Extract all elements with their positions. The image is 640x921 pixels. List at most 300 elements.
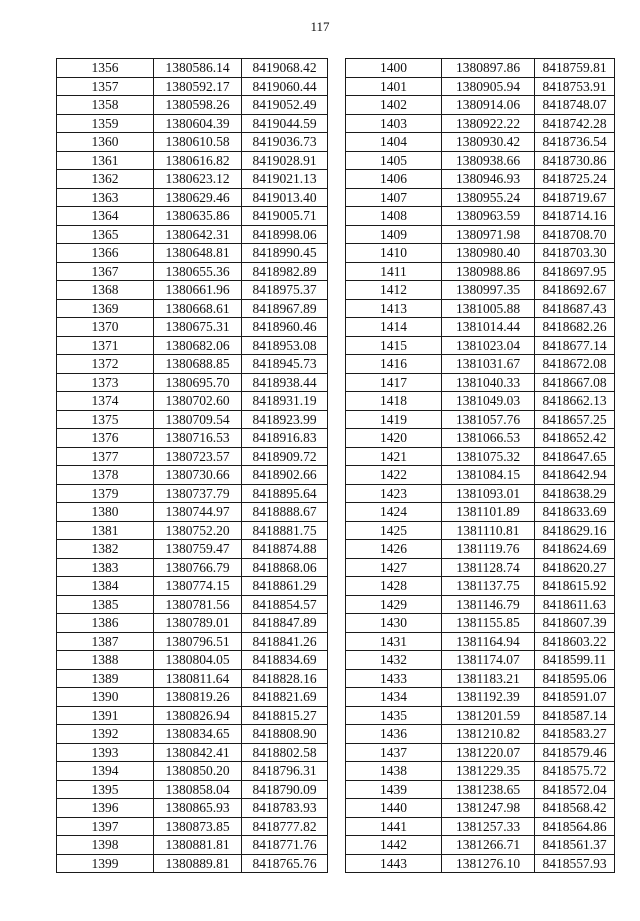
point-number-cell: 1391 bbox=[57, 706, 154, 725]
y-coordinate-cell: 8418868.06 bbox=[242, 558, 328, 577]
table-row bbox=[346, 207, 615, 226]
y-coordinate-cell: 8418624.69 bbox=[535, 540, 615, 559]
table-row bbox=[346, 410, 615, 429]
table-row bbox=[57, 669, 328, 688]
y-coordinate-cell: 8418667.08 bbox=[535, 373, 615, 392]
point-number-cell: 1412 bbox=[346, 281, 442, 300]
point-number-cell: 1428 bbox=[346, 577, 442, 596]
y-coordinate-cell: 8418938.44 bbox=[242, 373, 328, 392]
x-coordinate-cell: 1380702.60 bbox=[154, 392, 242, 411]
y-coordinate-cell: 8418736.54 bbox=[535, 133, 615, 152]
table-row bbox=[346, 614, 615, 633]
point-number-cell: 1390 bbox=[57, 688, 154, 707]
table-row bbox=[57, 336, 328, 355]
y-coordinate-cell: 8418759.81 bbox=[535, 59, 615, 78]
table-row bbox=[346, 151, 615, 170]
y-coordinate-cell: 8418599.11 bbox=[535, 651, 615, 670]
table-row bbox=[346, 484, 615, 503]
y-coordinate-cell: 8418945.73 bbox=[242, 355, 328, 374]
table-row bbox=[346, 651, 615, 670]
point-number-cell: 1429 bbox=[346, 595, 442, 614]
y-coordinate-cell: 8418633.69 bbox=[535, 503, 615, 522]
y-coordinate-cell: 8418802.58 bbox=[242, 743, 328, 762]
point-number-cell: 1396 bbox=[57, 799, 154, 818]
x-coordinate-cell: 1380774.15 bbox=[154, 577, 242, 596]
point-number-cell: 1403 bbox=[346, 114, 442, 133]
table-row bbox=[57, 484, 328, 503]
point-number-cell: 1417 bbox=[346, 373, 442, 392]
y-coordinate-cell: 8418783.93 bbox=[242, 799, 328, 818]
y-coordinate-cell: 8419052.49 bbox=[242, 96, 328, 115]
x-coordinate-cell: 1381005.88 bbox=[442, 299, 535, 318]
table-row bbox=[346, 762, 615, 781]
x-coordinate-cell: 1380616.82 bbox=[154, 151, 242, 170]
y-coordinate-cell: 8418703.30 bbox=[535, 244, 615, 263]
y-coordinate-cell: 8418677.14 bbox=[535, 336, 615, 355]
x-coordinate-cell: 1381023.04 bbox=[442, 336, 535, 355]
x-coordinate-cell: 1380661.96 bbox=[154, 281, 242, 300]
x-coordinate-cell: 1380842.41 bbox=[154, 743, 242, 762]
point-number-cell: 1440 bbox=[346, 799, 442, 818]
table-row bbox=[346, 170, 615, 189]
x-coordinate-cell: 1380716.53 bbox=[154, 429, 242, 448]
table-row bbox=[346, 77, 615, 96]
point-number-cell: 1366 bbox=[57, 244, 154, 263]
y-coordinate-cell: 8418960.46 bbox=[242, 318, 328, 337]
point-number-cell: 1373 bbox=[57, 373, 154, 392]
point-number-cell: 1401 bbox=[346, 77, 442, 96]
x-coordinate-cell: 1380930.42 bbox=[442, 133, 535, 152]
table-row bbox=[346, 262, 615, 281]
x-coordinate-cell: 1380881.81 bbox=[154, 836, 242, 855]
table-row bbox=[57, 151, 328, 170]
x-coordinate-cell: 1380922.22 bbox=[442, 114, 535, 133]
x-coordinate-cell: 1380709.54 bbox=[154, 410, 242, 429]
point-number-cell: 1410 bbox=[346, 244, 442, 263]
point-number-cell: 1398 bbox=[57, 836, 154, 855]
x-coordinate-cell: 1381155.85 bbox=[442, 614, 535, 633]
x-coordinate-cell: 1381266.71 bbox=[442, 836, 535, 855]
x-coordinate-cell: 1380759.47 bbox=[154, 540, 242, 559]
y-coordinate-cell: 8418672.08 bbox=[535, 355, 615, 374]
table-row bbox=[57, 299, 328, 318]
table-row bbox=[57, 59, 328, 78]
point-number-cell: 1356 bbox=[57, 59, 154, 78]
table-row bbox=[57, 706, 328, 725]
point-number-cell: 1382 bbox=[57, 540, 154, 559]
x-coordinate-cell: 1380826.94 bbox=[154, 706, 242, 725]
x-coordinate-cell: 1381192.39 bbox=[442, 688, 535, 707]
y-coordinate-cell: 8418682.26 bbox=[535, 318, 615, 337]
table-row bbox=[57, 817, 328, 836]
y-coordinate-cell: 8418982.89 bbox=[242, 262, 328, 281]
x-coordinate-cell: 1381031.67 bbox=[442, 355, 535, 374]
table-row bbox=[57, 318, 328, 337]
point-number-cell: 1380 bbox=[57, 503, 154, 522]
y-coordinate-cell: 8418808.90 bbox=[242, 725, 328, 744]
table-row bbox=[346, 225, 615, 244]
coordinates-table-left bbox=[56, 58, 328, 873]
x-coordinate-cell: 1380834.65 bbox=[154, 725, 242, 744]
y-coordinate-cell: 8419013.40 bbox=[242, 188, 328, 207]
point-number-cell: 1397 bbox=[57, 817, 154, 836]
table-row bbox=[346, 780, 615, 799]
x-coordinate-cell: 1381128.74 bbox=[442, 558, 535, 577]
point-number-cell: 1420 bbox=[346, 429, 442, 448]
table-row bbox=[346, 299, 615, 318]
x-coordinate-cell: 1381238.65 bbox=[442, 780, 535, 799]
point-number-cell: 1413 bbox=[346, 299, 442, 318]
point-number-cell: 1363 bbox=[57, 188, 154, 207]
x-coordinate-cell: 1381220.07 bbox=[442, 743, 535, 762]
point-number-cell: 1364 bbox=[57, 207, 154, 226]
y-coordinate-cell: 8418591.07 bbox=[535, 688, 615, 707]
x-coordinate-cell: 1381257.33 bbox=[442, 817, 535, 836]
point-number-cell: 1405 bbox=[346, 151, 442, 170]
y-coordinate-cell: 8419060.44 bbox=[242, 77, 328, 96]
x-coordinate-cell: 1380850.20 bbox=[154, 762, 242, 781]
table-row bbox=[57, 447, 328, 466]
x-coordinate-cell: 1381210.82 bbox=[442, 725, 535, 744]
y-coordinate-cell: 8418909.72 bbox=[242, 447, 328, 466]
x-coordinate-cell: 1380642.31 bbox=[154, 225, 242, 244]
point-number-cell: 1384 bbox=[57, 577, 154, 596]
y-coordinate-cell: 8418719.67 bbox=[535, 188, 615, 207]
y-coordinate-cell: 8418895.64 bbox=[242, 484, 328, 503]
x-coordinate-cell: 1380804.05 bbox=[154, 651, 242, 670]
point-number-cell: 1427 bbox=[346, 558, 442, 577]
table-row bbox=[57, 540, 328, 559]
point-number-cell: 1369 bbox=[57, 299, 154, 318]
point-number-cell: 1421 bbox=[346, 447, 442, 466]
table-row bbox=[346, 725, 615, 744]
table-row bbox=[57, 133, 328, 152]
point-number-cell: 1439 bbox=[346, 780, 442, 799]
table-row bbox=[346, 799, 615, 818]
x-coordinate-cell: 1380598.26 bbox=[154, 96, 242, 115]
x-coordinate-cell: 1380988.86 bbox=[442, 262, 535, 281]
y-coordinate-cell: 8418861.29 bbox=[242, 577, 328, 596]
table-row bbox=[57, 281, 328, 300]
table-row bbox=[346, 669, 615, 688]
x-coordinate-cell: 1381201.59 bbox=[442, 706, 535, 725]
y-coordinate-cell: 8418753.91 bbox=[535, 77, 615, 96]
y-coordinate-cell: 8418881.75 bbox=[242, 521, 328, 540]
x-coordinate-cell: 1380766.79 bbox=[154, 558, 242, 577]
table-row bbox=[346, 96, 615, 115]
table-row bbox=[346, 577, 615, 596]
x-coordinate-cell: 1381049.03 bbox=[442, 392, 535, 411]
point-number-cell: 1431 bbox=[346, 632, 442, 651]
x-coordinate-cell: 1380604.39 bbox=[154, 114, 242, 133]
point-number-cell: 1402 bbox=[346, 96, 442, 115]
table-row bbox=[57, 558, 328, 577]
table-row bbox=[346, 466, 615, 485]
y-coordinate-cell: 8418652.42 bbox=[535, 429, 615, 448]
point-number-cell: 1383 bbox=[57, 558, 154, 577]
y-coordinate-cell: 8418777.82 bbox=[242, 817, 328, 836]
point-number-cell: 1423 bbox=[346, 484, 442, 503]
point-number-cell: 1430 bbox=[346, 614, 442, 633]
table-row bbox=[346, 540, 615, 559]
y-coordinate-cell: 8418579.46 bbox=[535, 743, 615, 762]
point-number-cell: 1374 bbox=[57, 392, 154, 411]
y-coordinate-cell: 8418647.65 bbox=[535, 447, 615, 466]
point-number-cell: 1370 bbox=[57, 318, 154, 337]
y-coordinate-cell: 8418975.37 bbox=[242, 281, 328, 300]
y-coordinate-cell: 8418572.04 bbox=[535, 780, 615, 799]
x-coordinate-cell: 1380819.26 bbox=[154, 688, 242, 707]
y-coordinate-cell: 8418692.67 bbox=[535, 281, 615, 300]
x-coordinate-cell: 1380858.04 bbox=[154, 780, 242, 799]
x-coordinate-cell: 1381174.07 bbox=[442, 651, 535, 670]
x-coordinate-cell: 1380938.66 bbox=[442, 151, 535, 170]
y-coordinate-cell: 8419021.13 bbox=[242, 170, 328, 189]
y-coordinate-cell: 8418902.66 bbox=[242, 466, 328, 485]
y-coordinate-cell: 8418815.27 bbox=[242, 706, 328, 725]
x-coordinate-cell: 1380955.24 bbox=[442, 188, 535, 207]
table-row bbox=[57, 577, 328, 596]
table-row bbox=[57, 836, 328, 855]
y-coordinate-cell: 8418998.06 bbox=[242, 225, 328, 244]
table-row bbox=[346, 836, 615, 855]
table-row bbox=[57, 725, 328, 744]
point-number-cell: 1425 bbox=[346, 521, 442, 540]
table-row bbox=[57, 225, 328, 244]
x-coordinate-cell: 1380737.79 bbox=[154, 484, 242, 503]
y-coordinate-cell: 8418847.89 bbox=[242, 614, 328, 633]
point-number-cell: 1379 bbox=[57, 484, 154, 503]
y-coordinate-cell: 8418687.43 bbox=[535, 299, 615, 318]
point-number-cell: 1426 bbox=[346, 540, 442, 559]
x-coordinate-cell: 1381137.75 bbox=[442, 577, 535, 596]
table-row bbox=[346, 595, 615, 614]
x-coordinate-cell: 1380873.85 bbox=[154, 817, 242, 836]
table-row bbox=[346, 133, 615, 152]
table-row bbox=[57, 651, 328, 670]
y-coordinate-cell: 8418708.70 bbox=[535, 225, 615, 244]
table-row bbox=[57, 799, 328, 818]
y-coordinate-cell: 8418790.09 bbox=[242, 780, 328, 799]
point-number-cell: 1375 bbox=[57, 410, 154, 429]
table-row bbox=[57, 355, 328, 374]
point-number-cell: 1434 bbox=[346, 688, 442, 707]
x-coordinate-cell: 1380744.97 bbox=[154, 503, 242, 522]
table-row bbox=[57, 77, 328, 96]
point-number-cell: 1437 bbox=[346, 743, 442, 762]
table-row bbox=[346, 59, 615, 78]
table-row bbox=[346, 817, 615, 836]
y-coordinate-cell: 8418916.83 bbox=[242, 429, 328, 448]
x-coordinate-cell: 1380971.98 bbox=[442, 225, 535, 244]
x-coordinate-cell: 1380695.70 bbox=[154, 373, 242, 392]
x-coordinate-cell: 1380897.86 bbox=[442, 59, 535, 78]
y-coordinate-cell: 8418953.08 bbox=[242, 336, 328, 355]
x-coordinate-cell: 1381229.35 bbox=[442, 762, 535, 781]
table-row bbox=[57, 373, 328, 392]
point-number-cell: 1433 bbox=[346, 669, 442, 688]
point-number-cell: 1407 bbox=[346, 188, 442, 207]
point-number-cell: 1357 bbox=[57, 77, 154, 96]
y-coordinate-cell: 8418629.16 bbox=[535, 521, 615, 540]
point-number-cell: 1432 bbox=[346, 651, 442, 670]
y-coordinate-cell: 8418564.86 bbox=[535, 817, 615, 836]
y-coordinate-cell: 8418611.63 bbox=[535, 595, 615, 614]
table-row bbox=[346, 558, 615, 577]
point-number-cell: 1359 bbox=[57, 114, 154, 133]
y-coordinate-cell: 8418615.92 bbox=[535, 577, 615, 596]
y-coordinate-cell: 8418603.22 bbox=[535, 632, 615, 651]
point-number-cell: 1443 bbox=[346, 854, 442, 873]
table-row bbox=[346, 281, 615, 300]
table-row bbox=[57, 188, 328, 207]
point-number-cell: 1378 bbox=[57, 466, 154, 485]
x-coordinate-cell: 1380963.59 bbox=[442, 207, 535, 226]
x-coordinate-cell: 1380592.17 bbox=[154, 77, 242, 96]
table-row bbox=[346, 743, 615, 762]
y-coordinate-cell: 8418923.99 bbox=[242, 410, 328, 429]
y-coordinate-cell: 8418931.19 bbox=[242, 392, 328, 411]
table-row bbox=[57, 762, 328, 781]
table-row bbox=[57, 521, 328, 540]
y-coordinate-cell: 8419005.71 bbox=[242, 207, 328, 226]
point-number-cell: 1389 bbox=[57, 669, 154, 688]
point-number-cell: 1414 bbox=[346, 318, 442, 337]
table-row bbox=[346, 503, 615, 522]
point-number-cell: 1415 bbox=[346, 336, 442, 355]
point-number-cell: 1416 bbox=[346, 355, 442, 374]
point-number-cell: 1381 bbox=[57, 521, 154, 540]
point-number-cell: 1406 bbox=[346, 170, 442, 189]
point-number-cell: 1358 bbox=[57, 96, 154, 115]
y-coordinate-cell: 8418620.27 bbox=[535, 558, 615, 577]
y-coordinate-cell: 8418967.89 bbox=[242, 299, 328, 318]
y-coordinate-cell: 8418874.88 bbox=[242, 540, 328, 559]
x-coordinate-cell: 1380789.01 bbox=[154, 614, 242, 633]
y-coordinate-cell: 8418771.76 bbox=[242, 836, 328, 855]
coordinates-table-left-body bbox=[57, 59, 328, 873]
point-number-cell: 1377 bbox=[57, 447, 154, 466]
x-coordinate-cell: 1381101.89 bbox=[442, 503, 535, 522]
x-coordinate-cell: 1380889.81 bbox=[154, 854, 242, 873]
y-coordinate-cell: 8418834.69 bbox=[242, 651, 328, 670]
y-coordinate-cell: 8419068.42 bbox=[242, 59, 328, 78]
point-number-cell: 1395 bbox=[57, 780, 154, 799]
table-row bbox=[346, 114, 615, 133]
y-coordinate-cell: 8418642.94 bbox=[535, 466, 615, 485]
x-coordinate-cell: 1380648.81 bbox=[154, 244, 242, 263]
y-coordinate-cell: 8418730.86 bbox=[535, 151, 615, 170]
point-number-cell: 1372 bbox=[57, 355, 154, 374]
table-row bbox=[346, 373, 615, 392]
x-coordinate-cell: 1380865.93 bbox=[154, 799, 242, 818]
x-coordinate-cell: 1381146.79 bbox=[442, 595, 535, 614]
x-coordinate-cell: 1380668.61 bbox=[154, 299, 242, 318]
y-coordinate-cell: 8419028.91 bbox=[242, 151, 328, 170]
point-number-cell: 1400 bbox=[346, 59, 442, 78]
point-number-cell: 1387 bbox=[57, 632, 154, 651]
y-coordinate-cell: 8418595.06 bbox=[535, 669, 615, 688]
y-coordinate-cell: 8418742.28 bbox=[535, 114, 615, 133]
y-coordinate-cell: 8418575.72 bbox=[535, 762, 615, 781]
x-coordinate-cell: 1381119.76 bbox=[442, 540, 535, 559]
x-coordinate-cell: 1381014.44 bbox=[442, 318, 535, 337]
point-number-cell: 1361 bbox=[57, 151, 154, 170]
table-row bbox=[346, 632, 615, 651]
table-row bbox=[346, 447, 615, 466]
table-row bbox=[346, 854, 615, 873]
point-number-cell: 1404 bbox=[346, 133, 442, 152]
x-coordinate-cell: 1380723.57 bbox=[154, 447, 242, 466]
x-coordinate-cell: 1380623.12 bbox=[154, 170, 242, 189]
x-coordinate-cell: 1380752.20 bbox=[154, 521, 242, 540]
point-number-cell: 1386 bbox=[57, 614, 154, 633]
y-coordinate-cell: 8418854.57 bbox=[242, 595, 328, 614]
y-coordinate-cell: 8419044.59 bbox=[242, 114, 328, 133]
table-row bbox=[57, 503, 328, 522]
y-coordinate-cell: 8418657.25 bbox=[535, 410, 615, 429]
table-row bbox=[57, 595, 328, 614]
point-number-cell: 1418 bbox=[346, 392, 442, 411]
y-coordinate-cell: 8418796.31 bbox=[242, 762, 328, 781]
table-row bbox=[57, 114, 328, 133]
table-row bbox=[57, 392, 328, 411]
table-row bbox=[57, 780, 328, 799]
table-row bbox=[57, 632, 328, 651]
x-coordinate-cell: 1381247.98 bbox=[442, 799, 535, 818]
y-coordinate-cell: 8418990.45 bbox=[242, 244, 328, 263]
x-coordinate-cell: 1380811.64 bbox=[154, 669, 242, 688]
y-coordinate-cell: 8418607.39 bbox=[535, 614, 615, 633]
y-coordinate-cell: 8418841.26 bbox=[242, 632, 328, 651]
table-row bbox=[346, 336, 615, 355]
y-coordinate-cell: 8418828.16 bbox=[242, 669, 328, 688]
x-coordinate-cell: 1380730.66 bbox=[154, 466, 242, 485]
y-coordinate-cell: 8418583.27 bbox=[535, 725, 615, 744]
point-number-cell: 1442 bbox=[346, 836, 442, 855]
table-row bbox=[346, 706, 615, 725]
x-coordinate-cell: 1380610.58 bbox=[154, 133, 242, 152]
table-row bbox=[346, 392, 615, 411]
y-coordinate-cell: 8418748.07 bbox=[535, 96, 615, 115]
point-number-cell: 1362 bbox=[57, 170, 154, 189]
point-number-cell: 1392 bbox=[57, 725, 154, 744]
x-coordinate-cell: 1380586.14 bbox=[154, 59, 242, 78]
x-coordinate-cell: 1380682.06 bbox=[154, 336, 242, 355]
y-coordinate-cell: 8418662.13 bbox=[535, 392, 615, 411]
x-coordinate-cell: 1380635.86 bbox=[154, 207, 242, 226]
point-number-cell: 1435 bbox=[346, 706, 442, 725]
table-row bbox=[346, 355, 615, 374]
table-row bbox=[346, 429, 615, 448]
x-coordinate-cell: 1381093.01 bbox=[442, 484, 535, 503]
x-coordinate-cell: 1380914.06 bbox=[442, 96, 535, 115]
x-coordinate-cell: 1381276.10 bbox=[442, 854, 535, 873]
y-coordinate-cell: 8418714.16 bbox=[535, 207, 615, 226]
coordinates-table-right bbox=[345, 58, 615, 873]
point-number-cell: 1408 bbox=[346, 207, 442, 226]
point-number-cell: 1438 bbox=[346, 762, 442, 781]
table-row bbox=[346, 688, 615, 707]
table-row bbox=[57, 854, 328, 873]
x-coordinate-cell: 1381066.53 bbox=[442, 429, 535, 448]
y-coordinate-cell: 8418765.76 bbox=[242, 854, 328, 873]
point-number-cell: 1393 bbox=[57, 743, 154, 762]
y-coordinate-cell: 8418557.93 bbox=[535, 854, 615, 873]
point-number-cell: 1436 bbox=[346, 725, 442, 744]
y-coordinate-cell: 8418725.24 bbox=[535, 170, 615, 189]
y-coordinate-cell: 8418888.67 bbox=[242, 503, 328, 522]
